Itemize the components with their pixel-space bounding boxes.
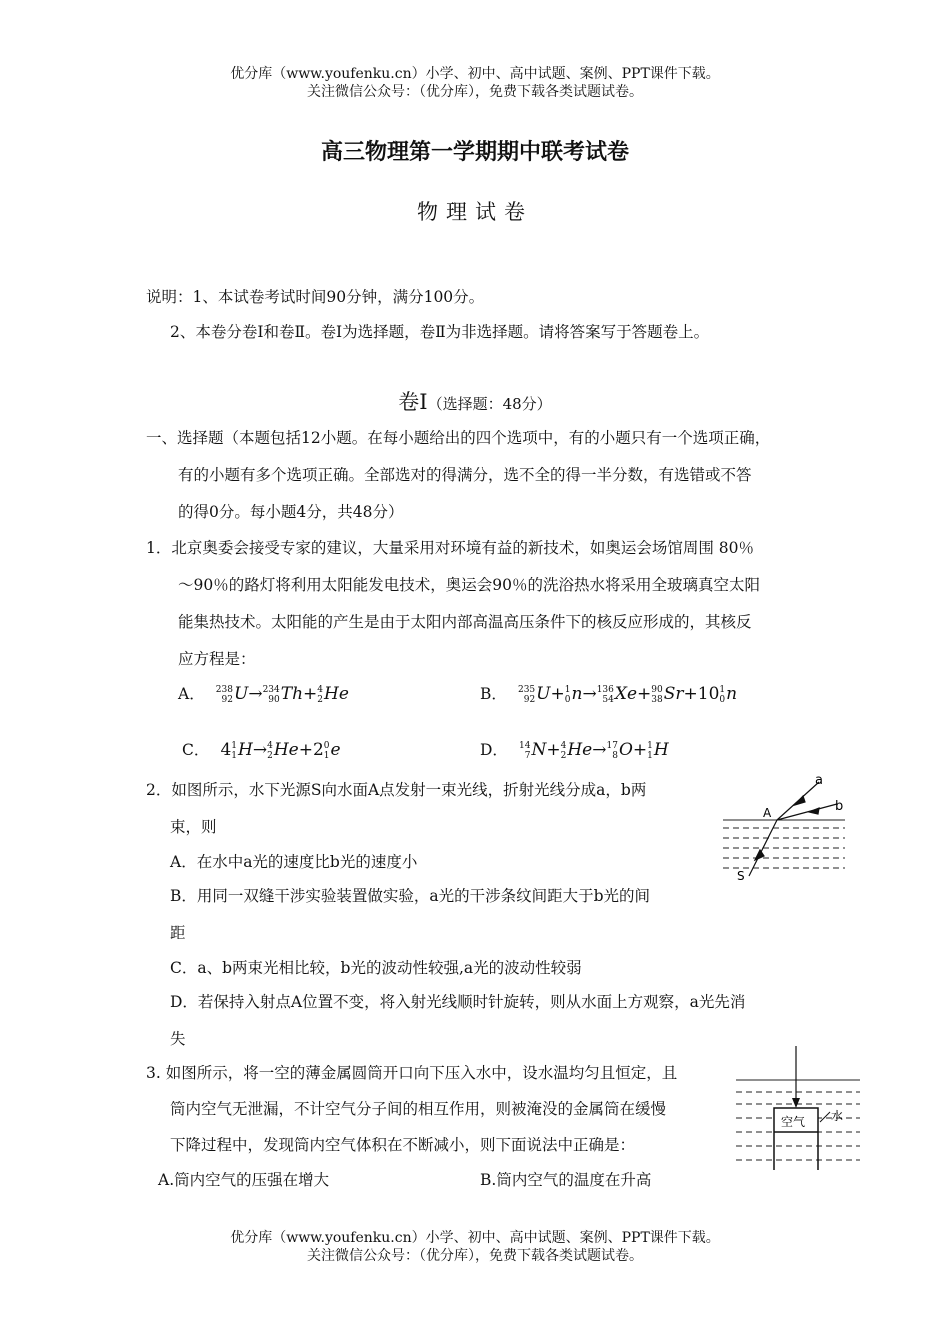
formula-operator: + <box>632 740 648 760</box>
formula-operator: + <box>546 740 561 760</box>
incident-arrow <box>755 850 764 860</box>
q1-line-3: 能集热技术。太阳能的产生是由于太阳内部高温高压条件下的核反应形成的，其核反 <box>178 613 752 631</box>
nuclide-symbol: He <box>567 740 593 760</box>
q1-line-1: 1．北京奥委会接受专家的建议，大量采用对环境有益的新技术，如奥运会场馆周围 80％ <box>146 539 755 557</box>
nuclide-symbol: Th <box>280 684 304 704</box>
nuclide-numbers: 234 90 <box>262 684 280 705</box>
q3-line-2: 筒内空气无泄漏，不计空气分子间的相互作用，则被淹没的金属筒在缓慢 <box>170 1100 667 1118</box>
label-point-a: A <box>763 806 772 820</box>
q1-option-a-formula <box>216 684 349 704</box>
nuclide-symbol: U <box>233 684 249 704</box>
formula-operator: + <box>550 684 565 704</box>
nuclide-numbers: 235 92 <box>517 684 536 705</box>
q1-line-2: ～90％的路灯将利用太阳能发电技术，奥运会90％的洗浴热水将采用全玻璃真空太阳 <box>178 576 760 594</box>
nuclide-numbers: 1 1 <box>231 740 238 761</box>
nuclide-symbol: Xe <box>614 684 638 704</box>
nuclide-numbers: 1 0 <box>719 684 726 705</box>
formula-operator: → <box>248 684 263 704</box>
page-title: 高三物理第一学期期中联考试卷 <box>320 139 629 165</box>
part1-line-2: 有的小题有多个选项正确。全部选对的得满分，选不全的得一半分数，有选错或不答 <box>178 466 752 484</box>
nuclide-numbers: 17 8 <box>606 740 618 761</box>
header-line-2: 关注微信公众号：（优分库），免费下载各类试题试卷。 <box>307 84 643 100</box>
nuclide-symbol: He <box>273 740 299 760</box>
q1-option-b-label: B． <box>480 685 507 703</box>
q2-option-c[interactable]: C．a、b两束光相比较，b光的波动性较强,a光的波动性较弱 <box>170 959 582 977</box>
q2-option-b-line-2: 距 <box>170 924 186 942</box>
water-pointer <box>820 1112 830 1122</box>
nuclide-symbol: O <box>618 740 633 760</box>
nuclide-numbers: 4 2 <box>317 684 324 705</box>
nuclide-symbol: Sr <box>663 684 684 704</box>
nuclide-symbol: H <box>238 740 253 760</box>
q1-option-a-label: A． <box>178 685 205 703</box>
q1-option-d-formula <box>519 740 669 760</box>
q1-option-d[interactable] <box>480 740 669 761</box>
q3-line-1: 3. 如图所示，将一空的薄金属圆筒开口向下压入水中，设水温均匀且恒定，且 <box>146 1064 678 1082</box>
label-air: 空气 <box>781 1115 806 1129</box>
ray-b-arrow <box>809 808 819 814</box>
q3-line-3: 下降过程中，发现筒内空气体积在不断减小，则下面说法中正确是： <box>170 1136 636 1154</box>
formula-operator: + <box>303 684 318 704</box>
note-line-1: 说明：1、本试卷考试时间90分钟，满分100分。 <box>146 288 485 306</box>
header-line-1: 优分库（www.youfenku.cn）小学、初中、高中试题、案例、PPT课件下载。 <box>230 66 720 82</box>
section-subtitle: （选择题：48分） <box>427 395 552 413</box>
page-subtitle: 物理试卷 <box>417 200 533 224</box>
refraction-figure <box>715 772 855 882</box>
formula-operator: + <box>637 684 652 704</box>
label-water: 水 <box>831 1109 844 1123</box>
water-surface-lines <box>723 820 845 868</box>
formula-operator: 4 <box>220 740 232 760</box>
label-a: a <box>815 773 823 788</box>
nuclide-symbol: n <box>571 684 583 704</box>
nuclide-symbol: H <box>653 740 669 760</box>
nuclide-numbers: 1 0 <box>564 684 571 705</box>
q1-option-b[interactable] <box>480 684 737 705</box>
nuclide-symbol: N <box>531 740 547 760</box>
nuclide-numbers: 1 1 <box>647 740 653 761</box>
formula-operator: → <box>252 740 268 760</box>
nuclide-symbol: U <box>536 684 551 704</box>
formula-operator: +10 <box>683 684 720 704</box>
part1-line-3: 的得0分。每小题4分，共48分） <box>178 503 404 521</box>
nuclide-numbers: 238 92 <box>215 684 233 705</box>
nuclide-symbol: n <box>726 684 738 704</box>
section-title: 卷Ⅰ <box>398 390 428 414</box>
nuclide-numbers: 4 2 <box>267 740 273 761</box>
q2-option-d-line-1[interactable]: D．若保持入射点A位置不变，将入射光线顺时针旋转，则从水面上方观察，a光先消 <box>170 993 746 1011</box>
q1-option-b-formula <box>518 684 737 704</box>
q2-option-d-line-2: 失 <box>170 1030 186 1048</box>
formula-operator: → <box>582 684 597 704</box>
ray-a-arrow <box>795 796 805 805</box>
nuclide-numbers: 136 54 <box>596 684 614 705</box>
formula-operator: +2 <box>298 740 324 760</box>
q1-option-c-formula <box>220 740 340 760</box>
nuclide-symbol: e <box>330 740 341 760</box>
part1-line-1: 一、选择题（本题包括12小题。在每小题给出的四个选项中，有的小题只有一个选项正确， <box>146 429 771 447</box>
q1-option-d-label: D． <box>480 741 508 759</box>
q2-option-a[interactable]: A．在水中a光的速度比b光的速度小 <box>170 853 418 871</box>
q1-option-a[interactable] <box>178 684 349 705</box>
q1-option-c[interactable] <box>182 740 341 761</box>
submerged-cylinder-figure <box>730 1042 865 1177</box>
q3-option-a[interactable]: A.筒内空气的压强在增大 <box>158 1171 330 1189</box>
nuclide-numbers: 4 2 <box>560 740 567 761</box>
nuclide-numbers: 14 7 <box>519 740 531 761</box>
q2-line-2: 束，则 <box>170 818 217 836</box>
label-b: b <box>835 799 844 814</box>
section-heading <box>0 386 950 416</box>
q2-line-1: 2．如图所示，水下光源S向水面A点发射一束光线，折射光线分成a，b两 <box>146 781 647 799</box>
formula-operator: → <box>592 740 607 760</box>
footer-line-2: 关注微信公众号：（优分库），免费下载各类试题试卷。 <box>307 1248 643 1264</box>
q1-option-c-label: C． <box>182 741 210 759</box>
nuclide-numbers: 0 1 <box>323 740 330 761</box>
q1-line-4: 应方程是： <box>178 650 256 668</box>
push-arrow-head <box>792 1098 800 1108</box>
q3-option-b[interactable]: B.筒内空气的温度在升高 <box>480 1171 652 1189</box>
nuclide-numbers: 90 38 <box>651 684 663 705</box>
footer-line-1: 优分库（www.youfenku.cn）小学、初中、高中试题、案例、PPT课件下载。 <box>230 1230 720 1246</box>
q2-option-b-line-1[interactable]: B．用同一双缝干涉实验装置做实验，a光的干涉条纹间距大于b光的间 <box>170 887 651 905</box>
nuclide-symbol: He <box>324 684 349 704</box>
note-line-2: 2、本卷分卷Ⅰ和卷Ⅱ。卷Ⅰ为选择题，卷Ⅱ为非选择题。请将答案写于答题卷上。 <box>170 323 710 341</box>
label-point-s: S <box>737 869 745 882</box>
